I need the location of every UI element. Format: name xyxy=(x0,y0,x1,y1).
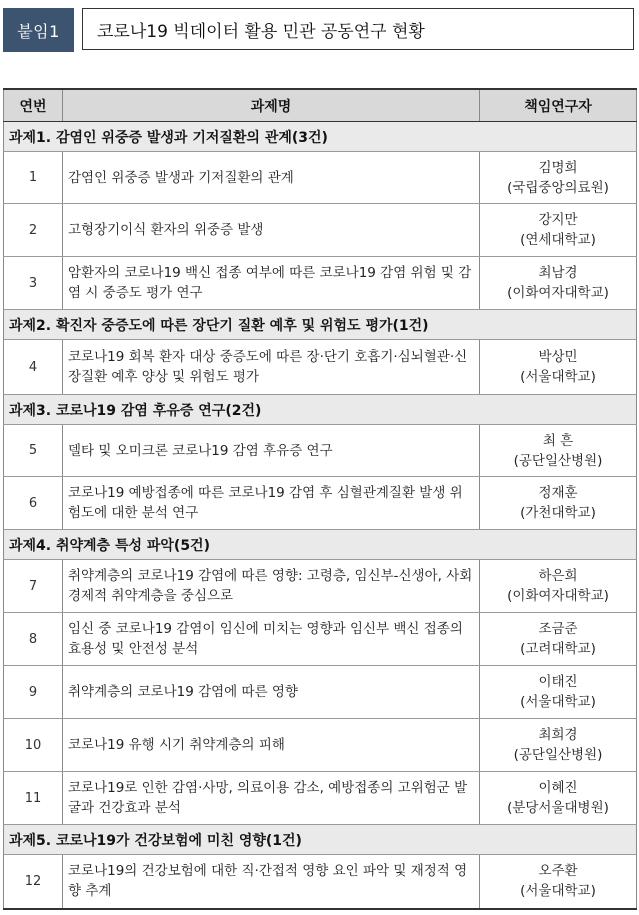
lead-researcher xyxy=(480,666,637,719)
task-title: 감염인 위중증 발생과 기저질환의 관계 xyxy=(63,152,480,204)
researcher-name: 박상민 xyxy=(538,349,578,365)
document-header xyxy=(3,8,636,52)
researcher-name: 오주환 xyxy=(538,863,578,880)
category-row xyxy=(4,530,637,560)
table-row xyxy=(4,772,637,825)
row-number: 7 xyxy=(4,560,63,613)
lead-researcher xyxy=(480,425,637,477)
task-title: 코로나19의 건강보험에 대한 직·간접적 영향 요인 파악 및 재정적 영향 추계 xyxy=(63,855,480,909)
task-title: 코로나19로 인한 감염·사망, 의료이용 감소, 예방접종의 고위험군 발굴과 건강효과 분석 xyxy=(63,772,480,825)
row-number: 8 xyxy=(4,613,63,666)
researcher-name: 조금준 xyxy=(538,621,578,637)
lead-researcher xyxy=(480,152,637,204)
table-row xyxy=(4,855,637,909)
category-title: 과제2. 확진자 중증도에 따른 장단기 질환 예후 및 위험도 평가(1건) xyxy=(4,310,637,340)
row-number: 10 xyxy=(4,719,63,772)
lead-researcher xyxy=(480,855,637,909)
research-table xyxy=(3,88,637,910)
category-row xyxy=(4,395,637,425)
category-title: 과제1. 감염인 위중증 발생과 기저질환의 관계(3건) xyxy=(4,122,637,152)
row-number: 9 xyxy=(4,666,63,719)
row-number: 5 xyxy=(4,425,63,477)
lead-researcher xyxy=(480,340,637,395)
column-header-task: 과제명 xyxy=(63,89,480,122)
table-row xyxy=(4,204,637,257)
researcher-name: 강지만 xyxy=(538,212,578,228)
researcher-name: 정재훈 xyxy=(538,485,578,501)
researcher-org: (이화여자대학교) xyxy=(507,588,609,604)
researcher-org: (서울대학교) xyxy=(520,694,596,710)
table-row xyxy=(4,340,637,395)
task-title: 암환자의 코로나19 백신 접종 여부에 따른 코로나19 감염 위험 및 감염 시 중증도 평가 연구 xyxy=(63,257,480,310)
row-number: 3 xyxy=(4,257,63,310)
table-row xyxy=(4,425,637,477)
table-header-row xyxy=(4,89,637,122)
task-title: 코로나19 예방접종에 따른 코로나19 감염 후 심혈관계질환 발생 위험도에 대한 분석 연구 xyxy=(63,477,480,530)
row-number: 2 xyxy=(4,204,63,257)
researcher-org: (가천대학교) xyxy=(520,505,596,521)
row-number: 1 xyxy=(4,152,63,204)
document-title: 코로나19 빅데이터 활용 민관 공동연구 현황 xyxy=(82,8,634,50)
table-row xyxy=(4,257,637,310)
researcher-org: (국립중앙의료원) xyxy=(507,179,609,196)
researcher-name: 최남경 xyxy=(538,265,578,281)
researcher-org: (분당서울대병원) xyxy=(507,800,609,816)
task-title: 코로나19 회복 환자 대상 중증도에 따른 장·단기 호흡기·심뇌혈관·신장질환 예후 양상 및 위험도 평가 xyxy=(63,340,480,395)
lead-researcher xyxy=(480,560,637,613)
researcher-org: (연세대학교) xyxy=(520,232,596,248)
category-row xyxy=(4,122,637,152)
row-number: 12 xyxy=(4,855,63,909)
lead-researcher xyxy=(480,719,637,772)
task-title: 코로나19 유행 시기 취약계층의 피해 xyxy=(63,719,480,772)
category-title: 과제3. 코로나19 감염 후유증 연구(2건) xyxy=(4,395,637,425)
category-title: 과제5. 코로나19가 건강보험에 미친 영향(1건) xyxy=(4,825,637,855)
lead-researcher xyxy=(480,613,637,666)
researcher-org: (공단일산병원) xyxy=(513,747,603,763)
researcher-name: 김명희 xyxy=(538,159,578,176)
task-title: 고형장기이식 환자의 위중증 발생 xyxy=(63,204,480,257)
lead-researcher xyxy=(480,772,637,825)
researcher-name: 이혜진 xyxy=(538,780,578,796)
task-title: 취약계층의 코로나19 감염에 따른 영향: 고령층, 임신부-신생아, 사회경제적 취약계층을 중심으로 xyxy=(63,560,480,613)
researcher-name: 최희경 xyxy=(538,727,578,743)
category-title: 과제4. 취약계층 특성 파악(5건) xyxy=(4,530,637,560)
lead-researcher xyxy=(480,204,637,257)
lead-researcher xyxy=(480,257,637,310)
column-header-number: 연번 xyxy=(4,89,63,122)
researcher-name: 이태진 xyxy=(538,674,578,690)
attachment-tag: 붙임1 xyxy=(3,8,74,52)
researcher-org: (고려대학교) xyxy=(520,641,596,657)
researcher-org: (서울대학교) xyxy=(520,369,596,385)
researcher-name: 하은희 xyxy=(538,568,578,584)
task-title: 취약계층의 코로나19 감염에 따른 영향 xyxy=(63,666,480,719)
table-row xyxy=(4,613,637,666)
table-row xyxy=(4,152,637,204)
task-title: 임신 중 코로나19 감염이 임신에 미치는 영향과 임신부 백신 접종의 효용성 및 안전성 분석 xyxy=(63,613,480,666)
table-row xyxy=(4,719,637,772)
row-number: 4 xyxy=(4,340,63,395)
lead-researcher xyxy=(480,477,637,530)
researcher-org: (공단일산병원) xyxy=(513,452,603,469)
table-row xyxy=(4,477,637,530)
category-row xyxy=(4,310,637,340)
researcher-org: (이화여자대학교) xyxy=(507,285,609,301)
task-title: 델타 및 오미크론 코로나19 감염 후유증 연구 xyxy=(63,425,480,477)
row-number: 6 xyxy=(4,477,63,530)
column-header-lead: 책임연구자 xyxy=(480,89,637,122)
researcher-name: 최 흔 xyxy=(542,432,574,449)
table-row xyxy=(4,560,637,613)
category-row xyxy=(4,825,637,855)
table-row xyxy=(4,666,637,719)
row-number: 11 xyxy=(4,772,63,825)
researcher-org: (서울대학교) xyxy=(520,883,596,900)
